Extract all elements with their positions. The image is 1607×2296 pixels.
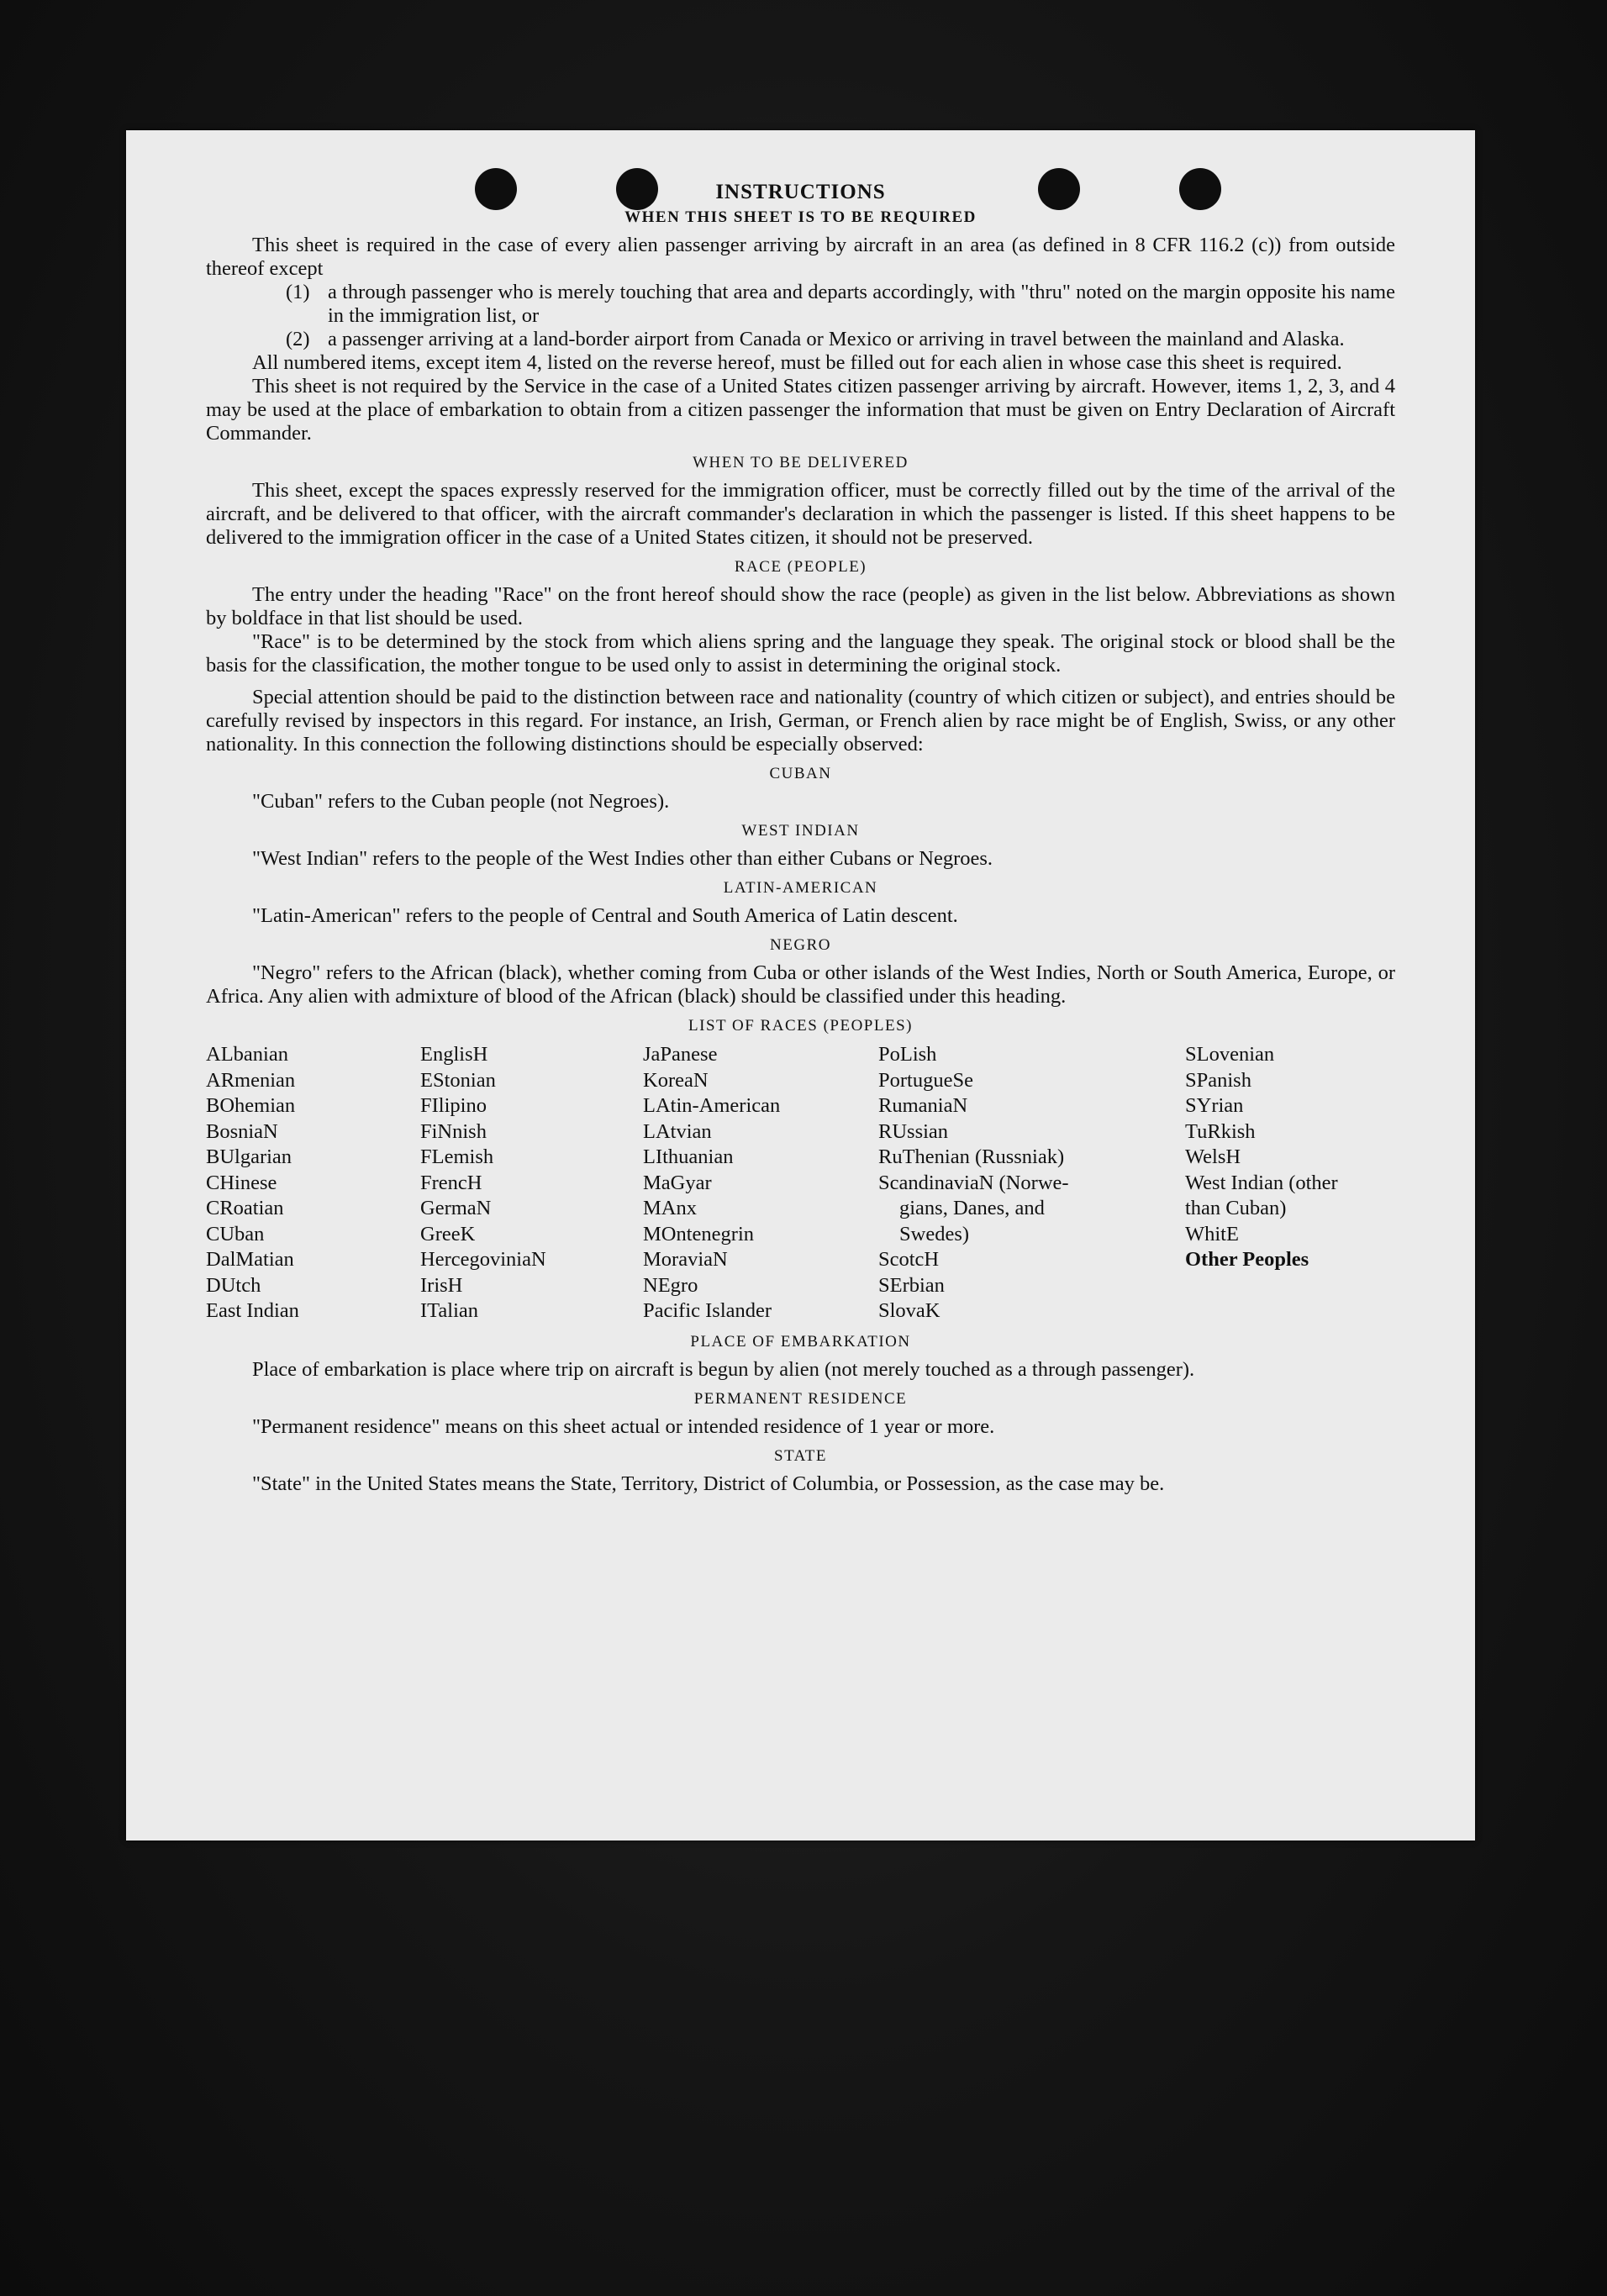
section-heading: WEST INDIAN (741, 822, 860, 840)
race-item: MOntenegrin (643, 1222, 754, 1245)
section-heading: LATIN-AMERICAN (723, 879, 878, 897)
section-heading: PLACE OF EMBARKATION (690, 1332, 911, 1351)
race-item: GreeK (420, 1222, 476, 1245)
race-item: SYrian (1185, 1094, 1244, 1117)
race-item: MoraviaN (643, 1248, 728, 1271)
race-item: LAtvian (643, 1119, 712, 1143)
section-heading: LIST OF RACES (PEOPLES) (688, 1017, 913, 1035)
race-item: CUban (206, 1222, 265, 1245)
document-page (126, 130, 1475, 1840)
race-item: RumaniaN (878, 1094, 968, 1117)
race-item: PoLish (878, 1043, 937, 1066)
race-item: RuThenian (Russniak) (878, 1145, 1065, 1168)
paragraph: All numbered items, except item 4, listed on the reverse hereof, must be filled out for each alien in whose case this sheet is required. (252, 351, 1342, 374)
race-item: HercegoviniaN (420, 1248, 546, 1271)
race-item: LIthuanian (643, 1145, 734, 1168)
race-item: Pacific Islander (643, 1299, 772, 1322)
race-item: EStonian (420, 1068, 496, 1092)
paragraph: Special attention should be paid to the distinction between race and nationality (country of which citizen or subject), and entries should be carefully revised by inspectors in this regard. For instance, an Irish, German, or French alien by race might be of English, Swiss, or any other nationality. In this connection the following distinctions should be especially observed: (206, 686, 1395, 756)
race-item: East Indian (206, 1299, 299, 1322)
race-item: ARmenian (206, 1068, 296, 1092)
race-item: MaGyar (643, 1171, 712, 1194)
race-column (206, 1042, 420, 1324)
race-item: WhitE (1185, 1222, 1239, 1245)
section-heading: NEGRO (770, 936, 831, 954)
section-heading: WHEN TO BE DELIVERED (693, 454, 909, 471)
race-item: West Indian (other (1185, 1171, 1338, 1194)
instructions-content (206, 181, 1395, 1496)
paragraph: This sheet, except the spaces expressly reserved for the immigration officer, must be correctly filled out by the time of the arrival of the aircraft, and be delivered to that officer, with the aircraft commander's declaration in which the passenger is listed. If this sheet happens to be delivered to the immigration officer in the case of a United States citizen, it should not be preserved. (206, 479, 1395, 549)
race-item: ScotcH (878, 1248, 940, 1271)
paragraph: "State" in the United States means the State, Territory, District of Columbia, or Possession, as the case may be. (252, 1472, 1165, 1495)
race-item: SLovenian (1185, 1043, 1275, 1066)
race-item: BOhemian (206, 1094, 296, 1117)
race-list (206, 1042, 1395, 1324)
numbered-item: (1) a through passenger who is merely touching that area and departs accordingly, with "thru" noted on the margin opposite his name in the immigration list, or (286, 281, 1395, 327)
race-item: FiNnish (420, 1119, 487, 1143)
race-item: DalMatian (206, 1248, 294, 1271)
race-item: PortugueSe (878, 1068, 973, 1092)
race-item: SlovaK (878, 1299, 940, 1322)
paragraph: Place of embarkation is place where trip on aircraft is begun by alien (not merely touched as a through passenger). (252, 1357, 1195, 1381)
section-heading: STATE (774, 1446, 827, 1465)
race-item: Other Peoples (1185, 1248, 1309, 1271)
race-item: BUlgarian (206, 1145, 292, 1168)
race-item: FrencH (420, 1171, 482, 1194)
numbered-item: (2) a passenger arriving at a land-border airport from Canada or Mexico or arriving in travel between the mainland and Alaska. (286, 328, 1345, 350)
race-column (420, 1042, 643, 1324)
race-item: JaPanese (643, 1043, 718, 1066)
race-item: RUssian (878, 1119, 949, 1143)
race-item: ITalian (420, 1299, 479, 1322)
race-item: gians, Danes, and (899, 1197, 1045, 1219)
race-item: KoreaN (643, 1068, 709, 1092)
race-item: FLemish (420, 1145, 494, 1168)
race-item: TuRkish (1185, 1119, 1256, 1143)
race-item: FIlipino (420, 1094, 487, 1117)
section-heading: RACE (PEOPLE) (734, 558, 867, 576)
race-item: MAnx (643, 1197, 697, 1219)
paragraph: This sheet is not required by the Service in the case of a United States citizen passenger arriving by aircraft. However, items 1, 2, 3, and 4 may be used at the place of embarkation to obtain from a citizen passenger the information that must be given on Entry Declaration of Aircraft Commander. (206, 375, 1395, 445)
paragraph: "Latin-American" refers to the people of Central and South America of Latin descent. (252, 904, 958, 927)
race-item: EnglisH (420, 1043, 488, 1066)
race-item: NEgro (643, 1273, 698, 1297)
section-heading: CUBAN (769, 765, 832, 782)
race-item: BosniaN (206, 1119, 278, 1143)
paragraph: The entry under the heading "Race" on the front hereof should show the race (people) as given in the list below. Abbreviations as shown by boldface in that list should be used. (206, 583, 1395, 629)
race-item: ALbanian (206, 1043, 288, 1066)
page-title: INSTRUCTIONS (715, 181, 886, 203)
race-item: than Cuban) (1185, 1197, 1287, 1219)
race-item: IrisH (420, 1273, 463, 1297)
race-item: ScandinaviaN (Norwe- (878, 1171, 1069, 1194)
section-heading: WHEN THIS SHEET IS TO BE REQUIRED (624, 208, 977, 226)
paragraph: "Permanent residence" means on this sheet actual or intended residence of 1 year or more. (252, 1414, 995, 1438)
race-item: CHinese (206, 1171, 277, 1194)
paragraph: "Cuban" refers to the Cuban people (not Negroes). (252, 790, 670, 813)
race-column (1185, 1042, 1395, 1324)
paragraph: This sheet is required in the case of every alien passenger arriving by aircraft in an area (as defined in 8 CFR 116.2 (c)) from outside thereof except (206, 234, 1395, 280)
race-item: Swedes) (899, 1222, 970, 1245)
section-heading: PERMANENT RESIDENCE (693, 1389, 908, 1408)
race-item: WelsH (1185, 1145, 1241, 1168)
race-column (643, 1042, 878, 1324)
race-item: CRoatian (206, 1197, 284, 1219)
paragraph: "West Indian" refers to the people of the West Indies other than either Cubans or Negroes. (252, 847, 993, 870)
race-item: LAtin-American (643, 1094, 781, 1117)
race-item: SErbian (878, 1273, 945, 1297)
race-item: DUtch (206, 1273, 261, 1297)
race-column (878, 1042, 1185, 1324)
paragraph: "Negro" refers to the African (black), whether coming from Cuba or other islands of the West Indies, North or South America, Europe, or Africa. Any alien with admixture of blood of the African (black) should be classified under this heading. (206, 961, 1395, 1008)
race-item: GermaN (420, 1197, 492, 1219)
race-item: SPanish (1185, 1068, 1251, 1092)
paragraph: "Race" is to be determined by the stock from which aliens spring and the language they speak. The original stock or blood shall be the basis for the classification, the mother tongue to be used only to assist in determining the original stock. (206, 630, 1395, 677)
